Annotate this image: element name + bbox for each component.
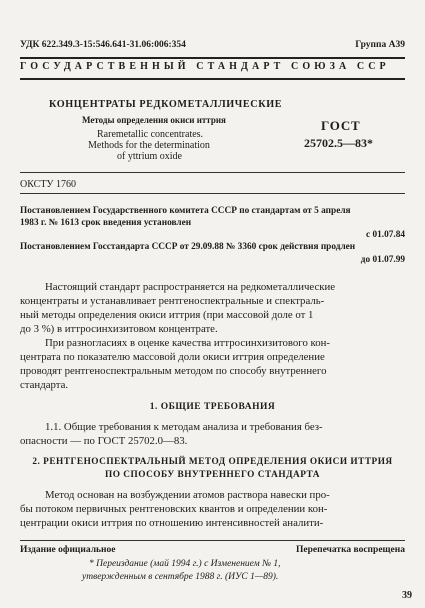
decree-2-line: Постановлением Госстандарта СССР от 29.09.88 № 3360 срок действия продлен [20, 242, 356, 252]
edition-label: Издание официальное [20, 545, 116, 555]
english-title-line-1: Raremetallic concentrates. [97, 129, 204, 140]
intro-line-4: до 3 %) в иттросинхизитовом концентрате. [20, 323, 218, 335]
english-title-line-2: Methods for the determination [88, 140, 210, 151]
udc-code: УДК 622.349.3-15:546.641-31.06:006:354 [20, 40, 186, 50]
section-1-line-1: 1.1. Общие требования к методам анализа и требования без- [45, 421, 323, 433]
section-2-line-1: Метод основан на возбуждении атомов раствора навески про- [45, 489, 330, 501]
intro-line-1: Настоящий стандарт распространяется на редкометаллические [45, 281, 336, 293]
section-2-line-2: бы потоком первичных рентгеновских квантов и определении кон- [20, 503, 328, 515]
section-2-heading-line-2: ПО СПОСОБУ ВНУТРЕННЕГО СТАНДАРТА [105, 470, 320, 480]
reprint-label: Перепечатка воспрещена [295, 545, 405, 555]
intro-line-3: ный методы определения окиси иттрия (при массовой доле от 1 [20, 309, 314, 321]
decree-1-line-1: Постановлением Государственного комитета СССР по стандартам от 5 апреля [20, 206, 351, 216]
group-code: Группа А39 [355, 40, 405, 50]
section-2-line-3: центрации окиси иттрия по отношению интенсивностей аналити- [20, 517, 324, 529]
document-subtitle: Методы определения окиси иттрия [82, 115, 226, 125]
title-rule [20, 172, 405, 173]
document-title: КОНЦЕНТРАТЫ РЕДКОМЕТАЛЛИЧЕСКИЕ [49, 99, 283, 110]
section-1-heading: 1. ОБЩИЕ ТРЕБОВАНИЯ [149, 402, 276, 412]
header-rule-bottom [20, 78, 405, 80]
dispute-line-4: стандарта. [20, 379, 69, 391]
gost-label: ГОСТ [321, 118, 361, 133]
okstu-rule [20, 193, 405, 194]
state-standard-banner: ГОСУДАРСТВЕННЫЙ СТАНДАРТ СОЮЗА ССР [20, 61, 390, 72]
section-1-line-2: опасности — по ГОСТ 25702.0—83. [20, 435, 188, 447]
decree-1-line-2: 1983 г. № 1613 срок введения установлен [20, 218, 192, 228]
dispute-line-2: центрата по показателю массовой доли окиси иттрия определение [20, 351, 325, 363]
reissue-note-line-2: утвержденным в сентябре 1988 г. (ИУС 1—89). [82, 572, 279, 582]
decree-2-date: до 01.07.99 [360, 255, 405, 265]
footer-rule [20, 540, 405, 541]
gost-number: 25702.5—83* [304, 136, 373, 150]
section-2-heading-line-1: 2. РЕНТГЕНОСПЕКТРАЛЬНЫЙ МЕТОД ОПРЕДЕЛЕНИЯ ОКИСИ ИТТРИЯ [32, 457, 393, 467]
decree-1-date: с 01.07.84 [366, 230, 405, 240]
page-number: 39 [402, 590, 412, 601]
okstu-code: ОКСТУ 1760 [20, 179, 77, 190]
dispute-line-3: проводят рентгеноспектральным методом по способу внутреннего [20, 365, 327, 377]
intro-line-2: концентраты и устанавливает рентгеноспектральные и спектраль- [20, 295, 325, 307]
dispute-line-1: При разногласиях в оценке качества иттросинхизитового кон- [45, 337, 331, 349]
reissue-note-line-1: * Переиздание (май 1994 г.) с Изменением № 1, [89, 559, 281, 569]
header-rule-top [20, 57, 405, 59]
english-title-line-3: of yttrium oxide [117, 151, 182, 162]
